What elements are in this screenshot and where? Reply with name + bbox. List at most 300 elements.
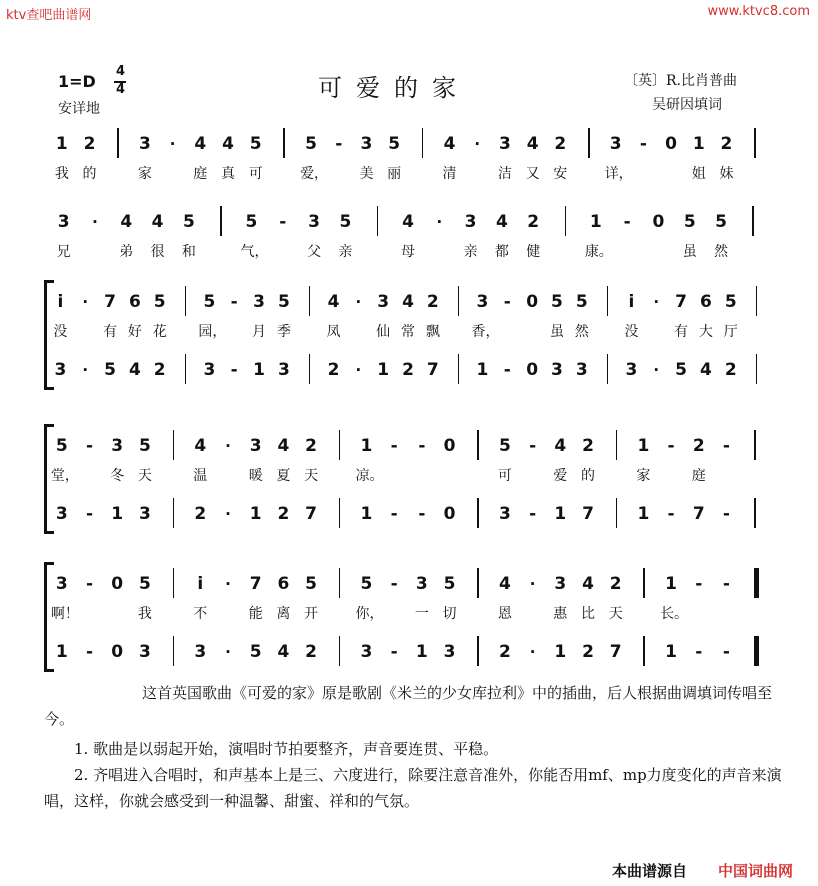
note: 1: [476, 360, 489, 380]
note: 7: [426, 360, 439, 380]
note: 2: [305, 436, 317, 456]
note: 5: [203, 292, 216, 312]
lyric-syllable: 不: [193, 606, 208, 622]
note: 2: [426, 292, 439, 312]
lyric-syllable: 没: [624, 324, 639, 340]
dot: ·: [529, 575, 536, 593]
note: 3: [277, 360, 290, 380]
lyric-syllable: 洁: [497, 166, 512, 182]
note: 0: [111, 574, 124, 594]
barline: [339, 636, 341, 666]
barline: [185, 286, 187, 316]
lyric-syllable: 凤: [326, 324, 341, 340]
barline: [607, 286, 609, 316]
dash: -: [695, 574, 703, 594]
barline: [477, 430, 479, 460]
lyric-syllable: 和: [181, 244, 196, 260]
note: 4: [499, 574, 511, 594]
note: 5: [277, 292, 290, 312]
note: 1: [360, 504, 373, 524]
note: 4: [402, 292, 414, 312]
note: 2: [83, 134, 96, 154]
note: 4: [526, 134, 539, 154]
dot: ·: [169, 135, 176, 153]
lyric-syllable: 堂，: [50, 468, 79, 484]
note: 5: [575, 292, 588, 312]
dot: ·: [355, 293, 362, 311]
dash: -: [623, 212, 631, 232]
dot: ·: [82, 361, 89, 379]
note: 4: [554, 436, 567, 456]
lyric-syllable: 的: [581, 468, 595, 484]
system-brace: [44, 280, 47, 390]
dash: -: [86, 574, 94, 594]
barline: [477, 636, 479, 666]
note: 3: [551, 360, 563, 380]
note: 5: [360, 574, 373, 594]
lyric-syllable: 大: [698, 324, 713, 340]
lyric-syllable: 夏: [276, 468, 291, 484]
note: 2: [194, 504, 207, 524]
dash: -: [335, 134, 343, 154]
note: 2: [582, 642, 594, 662]
melody-row: [48, 572, 790, 596]
barline: [756, 354, 758, 384]
lyric-syllable: 离: [276, 606, 291, 622]
lyric-syllable: 真: [221, 166, 235, 182]
lyric-syllable: 很: [150, 244, 165, 260]
note: 1: [637, 436, 650, 456]
note: 5: [245, 212, 258, 232]
barline: [607, 354, 609, 384]
barline: [477, 498, 479, 528]
note: 2: [402, 360, 414, 380]
note: 1: [415, 642, 428, 662]
lyric-syllable: 我: [137, 606, 152, 622]
note: 1: [637, 504, 650, 524]
lyric-syllable: 比: [581, 606, 595, 622]
note: 2: [153, 360, 166, 380]
barline: [756, 286, 758, 316]
lyric-syllable: 父: [307, 244, 322, 260]
barline: [173, 636, 175, 666]
lyric-syllable: 姐: [691, 166, 706, 182]
note: 3: [415, 574, 428, 594]
dash: -: [503, 360, 511, 380]
lyric-syllable: 没: [53, 324, 68, 340]
barline: [477, 568, 479, 598]
tempo-marking: 安详地: [58, 101, 100, 117]
lyric-syllable: 爱，: [300, 166, 329, 182]
note: 7: [249, 574, 262, 594]
lyric-syllable: 又: [525, 166, 540, 182]
composer-credit: 〔英〕R.比肖普曲: [624, 73, 737, 89]
harmony-row: [48, 502, 790, 526]
barline: [173, 498, 175, 528]
note: 7: [692, 504, 705, 524]
lyric-syllable: 冬: [110, 468, 125, 484]
barline: [173, 568, 175, 598]
note: 5: [683, 212, 696, 232]
note: 3: [308, 212, 320, 232]
note: 3: [203, 360, 216, 380]
barline: [339, 498, 341, 528]
note: 4: [700, 360, 712, 380]
note: 3: [249, 436, 262, 456]
note: 0: [652, 212, 665, 232]
lyric-syllable: 厅: [723, 324, 738, 340]
note: 4: [120, 212, 133, 232]
lyric-syllable: 美: [359, 166, 374, 182]
note: 3: [360, 134, 373, 154]
note: 7: [609, 642, 622, 662]
dash: -: [86, 642, 94, 662]
note: 3: [443, 642, 456, 662]
lyric-syllable: 庭: [193, 166, 208, 182]
note: 4: [194, 436, 207, 456]
lyric-syllable: 一: [414, 606, 429, 622]
note: 3: [464, 212, 477, 232]
note: 5: [388, 134, 401, 154]
lyric-syllable: 仙: [376, 324, 391, 340]
lyric-syllable: 母: [401, 244, 415, 260]
note: 0: [526, 360, 539, 380]
lyric-syllable: 开: [304, 606, 319, 622]
barline: [185, 354, 187, 384]
dot: ·: [225, 575, 231, 593]
lyric-syllable: 惠: [553, 606, 568, 622]
system-brace: [44, 424, 47, 534]
note: 4: [222, 134, 234, 154]
lyric-syllable: 家: [137, 166, 152, 182]
lyric-syllable: 花: [152, 324, 167, 340]
harmony-row: [48, 358, 790, 382]
lyric-syllable: 切: [442, 606, 457, 622]
barline: [422, 128, 424, 158]
note: 5: [499, 436, 511, 456]
tip-2: 2. 齐唱进入合唱时，和声基本上是三、六度进行，除要注意音准外，你能否用mf、mp力度变化的声音来演唱，这样，你就会感受到一种温馨、甜蜜、祥和的气氛。: [44, 766, 782, 810]
lyric-syllable: 长。: [660, 606, 689, 622]
barline: [458, 286, 460, 316]
note: 4: [402, 212, 414, 232]
dot: ·: [653, 361, 660, 379]
note: 6: [700, 292, 712, 312]
dash: -: [639, 134, 647, 154]
barline: [752, 206, 754, 236]
lyric-syllable: 可: [248, 166, 263, 182]
note: 3: [377, 292, 390, 312]
barline: [309, 286, 311, 316]
barline: [309, 354, 311, 384]
note: 5: [249, 134, 262, 154]
lyric-syllable: 天: [304, 468, 319, 484]
lyric-syllable: 虽: [682, 244, 697, 260]
barline: [339, 568, 341, 598]
note: 1: [55, 134, 68, 154]
tip-1: 1. 歌曲是以弱起开始，演唱时节拍要整齐，声音要连贯、平稳。: [74, 740, 499, 758]
lyric-syllable: 有: [103, 324, 118, 340]
note: 0: [526, 292, 539, 312]
note: i: [57, 292, 64, 312]
note: 5: [305, 574, 317, 594]
lyric-syllable: 详，: [604, 166, 633, 182]
lyric-syllable: 园，: [198, 324, 227, 340]
dash: -: [230, 360, 238, 380]
watermark-right: www.ktvc8.com: [707, 4, 810, 19]
note: 2: [609, 574, 622, 594]
system-brace: [44, 562, 47, 672]
note: 3: [111, 436, 124, 456]
lyric-syllable: 暖: [248, 468, 263, 484]
note: 1: [55, 642, 68, 662]
note: 1: [554, 642, 567, 662]
note: 5: [55, 436, 68, 456]
lyric-syllable: 家: [636, 468, 651, 484]
lyric-syllable: 飘: [425, 324, 440, 340]
note: 3: [499, 504, 511, 524]
note: 5: [715, 212, 727, 232]
dash: -: [503, 292, 511, 312]
dash: -: [390, 504, 398, 524]
dash: -: [418, 504, 426, 524]
note: 1: [249, 504, 262, 524]
note: 4: [327, 292, 340, 312]
lyric-syllable: 爱: [553, 468, 568, 484]
note: 2: [724, 360, 737, 380]
note: 1: [360, 436, 373, 456]
note: 1: [111, 504, 124, 524]
barline: [754, 430, 756, 460]
note: 4: [443, 134, 456, 154]
note: 5: [724, 292, 737, 312]
lyric-syllable: 恩: [497, 606, 512, 622]
dash: -: [667, 504, 675, 524]
note: 3: [554, 574, 567, 594]
lyric-syllable: 啊！: [50, 606, 79, 622]
lyric-syllable: 常: [401, 324, 415, 340]
dash: -: [279, 212, 287, 232]
note: 5: [249, 642, 262, 662]
dot: ·: [225, 643, 231, 661]
barline: [754, 128, 756, 158]
note: 6: [277, 574, 290, 594]
watermark-left: ktv查吧曲谱网: [6, 8, 92, 23]
note: 3: [360, 642, 373, 662]
note: 0: [665, 134, 677, 154]
note: 5: [139, 574, 151, 594]
intro-paragraph: 这首英国歌曲《可爱的家》原是歌剧《米兰的少女库拉利》中的插曲，后人根据曲调填词传唱至今。: [44, 684, 773, 728]
dash: -: [230, 292, 238, 312]
barline: [616, 430, 618, 460]
time-bottom: 4: [116, 82, 126, 97]
barline: [616, 498, 618, 528]
note: 1: [665, 574, 677, 594]
barline: [283, 128, 285, 158]
note: 2: [720, 134, 733, 154]
note: 3: [609, 134, 622, 154]
note: 5: [182, 212, 195, 232]
dash: -: [722, 504, 730, 524]
dash: -: [390, 436, 398, 456]
dot: ·: [82, 293, 89, 311]
barline: [643, 636, 645, 666]
note: 0: [111, 642, 124, 662]
note: 1: [589, 212, 602, 232]
barline: [588, 128, 590, 158]
dash: -: [86, 436, 94, 456]
lyric-syllable: 弟: [119, 244, 134, 260]
barline: [117, 128, 119, 158]
lyric-syllable: 庭: [691, 468, 706, 484]
barline: [377, 206, 379, 236]
lyric-syllable: 兄: [56, 244, 71, 260]
dot: ·: [529, 643, 536, 661]
note: 4: [194, 134, 207, 154]
lyric-syllable: 康。: [584, 244, 613, 260]
note: 5: [153, 292, 166, 312]
note: 7: [305, 504, 317, 524]
dot: ·: [653, 293, 660, 311]
lyric-syllable: 香，: [471, 324, 500, 340]
lyric-syllable: 季: [276, 324, 291, 340]
lyric-row: [48, 241, 790, 265]
barline: [339, 430, 341, 460]
melody-row: [48, 210, 790, 234]
note: 4: [582, 574, 594, 594]
note: 4: [277, 642, 290, 662]
barline: [754, 498, 756, 528]
barline: [458, 354, 460, 384]
dash: -: [695, 642, 703, 662]
dot: ·: [474, 135, 481, 153]
note: 3: [625, 360, 638, 380]
dash: -: [722, 436, 730, 456]
lyric-row: [48, 465, 790, 489]
note: 7: [104, 292, 116, 312]
dash: -: [390, 642, 398, 662]
note: 2: [277, 504, 290, 524]
note: 3: [54, 360, 67, 380]
lyric-syllable: 有: [674, 324, 689, 340]
note: 5: [443, 574, 456, 594]
note: 3: [499, 134, 511, 154]
footer-label: 本曲谱源自: [612, 862, 688, 880]
lyric-syllable: 亲: [338, 244, 353, 260]
lyric-syllable: 月: [252, 324, 267, 340]
note: 5: [139, 436, 151, 456]
dot: ·: [436, 213, 443, 231]
lyric-syllable: 我: [54, 166, 69, 182]
lyric-syllable: 能: [248, 606, 263, 622]
dash: -: [667, 436, 675, 456]
note: 4: [495, 212, 508, 232]
note: 5: [551, 292, 563, 312]
dash: -: [722, 642, 730, 662]
note: 0: [443, 436, 456, 456]
lyric-syllable: 都: [494, 244, 509, 260]
note: 2: [305, 642, 317, 662]
note: 2: [327, 360, 340, 380]
note: 3: [253, 292, 265, 312]
lyric-syllable: 的: [82, 166, 97, 182]
note: 5: [675, 360, 688, 380]
note: 6: [128, 292, 141, 312]
note: 3: [55, 574, 68, 594]
song-title: 可爱的家: [318, 74, 470, 102]
note: 3: [194, 642, 207, 662]
key-signature: 1=D: [58, 72, 96, 91]
note: 1: [692, 134, 705, 154]
lyric-syllable: 好: [127, 324, 142, 340]
note: 1: [554, 504, 567, 524]
lyric-syllable: 安: [553, 166, 568, 182]
lyric-syllable: 然: [714, 244, 729, 260]
lyric-syllable: 温: [193, 468, 208, 484]
note: 2: [582, 436, 594, 456]
dash: -: [529, 504, 537, 524]
note: 5: [104, 360, 116, 380]
note: 2: [554, 134, 567, 154]
note: i: [197, 574, 204, 594]
barline: [173, 430, 175, 460]
barline: [220, 206, 222, 236]
note: 2: [527, 212, 540, 232]
barline: [643, 568, 645, 598]
lyric-syllable: 你，: [355, 606, 384, 622]
note: 4: [277, 436, 290, 456]
note: 4: [128, 360, 141, 380]
note: 1: [377, 360, 390, 380]
note: 3: [476, 292, 489, 312]
dash: -: [390, 574, 398, 594]
lyric-syllable: 可: [497, 468, 512, 484]
lyric-syllable: 虽: [549, 324, 564, 340]
final-barline: [754, 636, 759, 666]
lyric-row: [48, 163, 790, 187]
melody-row: [48, 434, 790, 458]
melody-row: [48, 132, 790, 156]
note: 0: [443, 504, 456, 524]
dot: ·: [225, 505, 231, 523]
lyric-syllable: 气，: [240, 244, 269, 260]
lyricist-credit: 吴研因填词: [652, 97, 722, 113]
melody-row: [48, 290, 790, 314]
lyric-syllable: 健: [526, 244, 541, 260]
harmony-row: [48, 640, 790, 664]
note: 3: [57, 212, 70, 232]
note: 2: [692, 436, 705, 456]
dot: ·: [225, 437, 231, 455]
time-top: 4: [116, 64, 126, 79]
dash: -: [529, 436, 537, 456]
note: 3: [575, 360, 588, 380]
dot: ·: [355, 361, 362, 379]
note: 5: [339, 212, 352, 232]
lyric-syllable: 亲: [463, 244, 478, 260]
note: 4: [151, 212, 164, 232]
dot: ·: [92, 213, 98, 231]
note: 3: [139, 504, 151, 524]
dash: -: [86, 504, 94, 524]
note: 7: [582, 504, 594, 524]
dash: -: [418, 436, 426, 456]
lyric-row: [48, 603, 790, 627]
note: 2: [499, 642, 511, 662]
final-barline: [754, 568, 759, 598]
lyric-row: [48, 321, 790, 345]
lyric-syllable: 天: [137, 468, 152, 484]
barline: [565, 206, 567, 236]
